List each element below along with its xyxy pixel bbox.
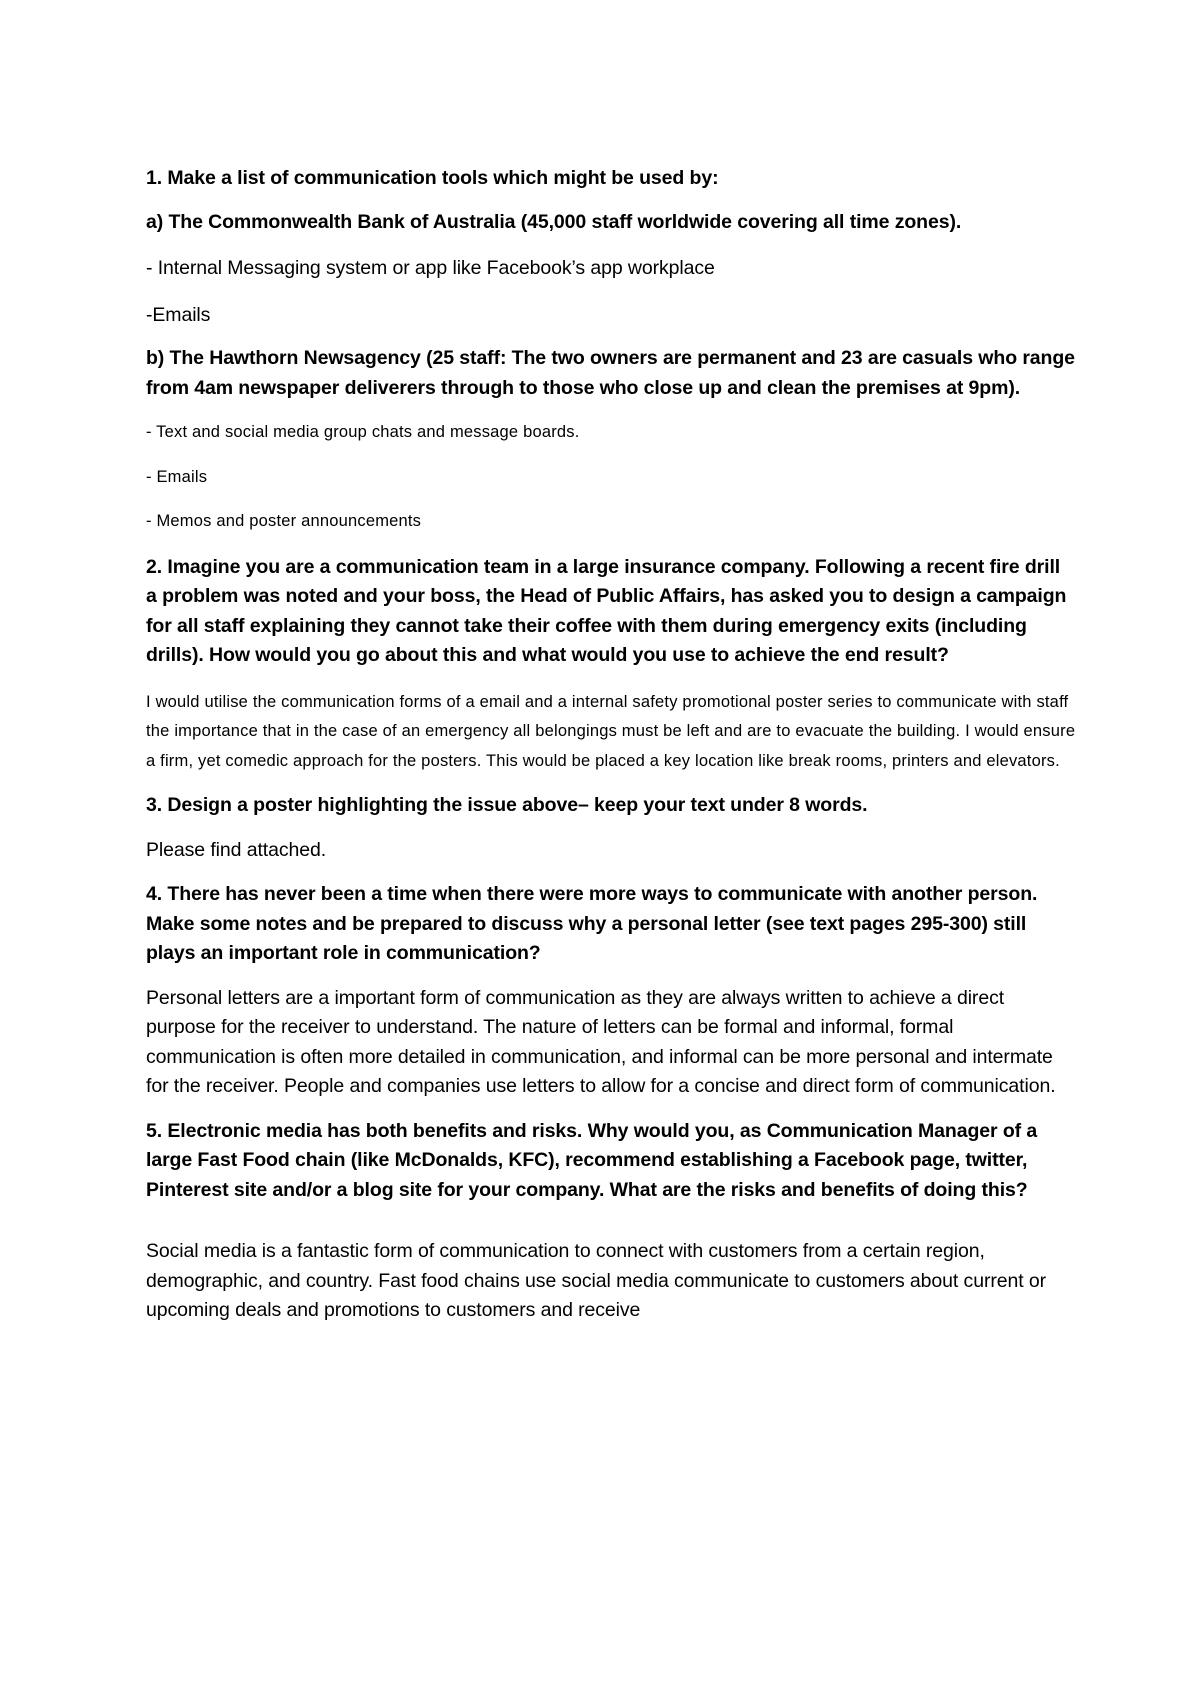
question-1-heading: 1. Make a list of communication tools which might be used by: [146,167,719,189]
question-5-heading: 5. Electronic media has both benefits and risks. Why would you, as Communication Manager of a large Fast Food chain (like McDonalds, KFC), recommend establishing a Facebook page, twitter, Pinterest site and/or a blog site for your company. What are the risks and benefits of doing this? [146,1119,1038,1201]
document-body [146,164,1076,1326]
answer-1b-item: - Memos and poster announcements [146,512,422,530]
answer-5: Social media is a fantastic form of communication to connect with customers from a certain region, demographic, and country. Fast food chains use social media communicate to customers about current or upcoming deals and promotions to customers and receive [146,1240,1046,1321]
answer-1b-item: - Emails [146,467,208,486]
question-1a-heading: a) The Commonwealth Bank of Australia (45,000 staff worldwide covering all time zones). [146,210,962,233]
answer-1b-item: - Text and social media group chats and message boards. [146,423,580,441]
question-3-heading: 3. Design a poster highlighting the issue above– keep your text under 8 words. [146,794,868,816]
question-1b-heading: b) The Hawthorn Newsagency (25 staff: The two owners are permanent and 23 are casuals who range from 4am newspaper deliverers through to those who close up and clean the premises at 9pm). [146,347,1075,399]
answer-2: I would utilise the communication forms of a email and a internal safety promotional poster series to communicate with staff the importance that in the case of an emergency all belongings must be left and are to evacuate the building. I would ensure a firm, yet comedic approach for the posters. This would be placed a key location like break rooms, printers and elevators. [146,692,1076,770]
question-2-heading: 2. Imagine you are a communication team in a large insurance company. Following a recent fire drill a problem was noted and your boss, the Head of Public Affairs, has asked you to design a campaign for all staff explaining they cannot take their coffee with them during emergency exits (including drills). How would you go about this and what would you use to achieve the end result? [146,555,1067,666]
question-4-heading: 4. There has never been a time when there were more ways to communicate with another person. Make some notes and be prepared to discuss why a personal letter (see text pages 295-300) still plays an important role in communication? [146,883,1038,964]
answer-3: Please find attached. [146,838,327,861]
answer-1a-item: - Internal Messaging system or app like Facebook’s app workplace [146,257,715,279]
answer-1a-item: -Emails [146,303,211,326]
answer-4: Personal letters are a important form of communication as they are always written to achieve a direct purpose for the receiver to understand. The nature of letters can be formal and informal, formal communication is often more detailed in communication, and informal can be more personal and intermate for the receiver. People and companies use letters to allow for a concise and direct form of communication. [146,986,1056,1097]
